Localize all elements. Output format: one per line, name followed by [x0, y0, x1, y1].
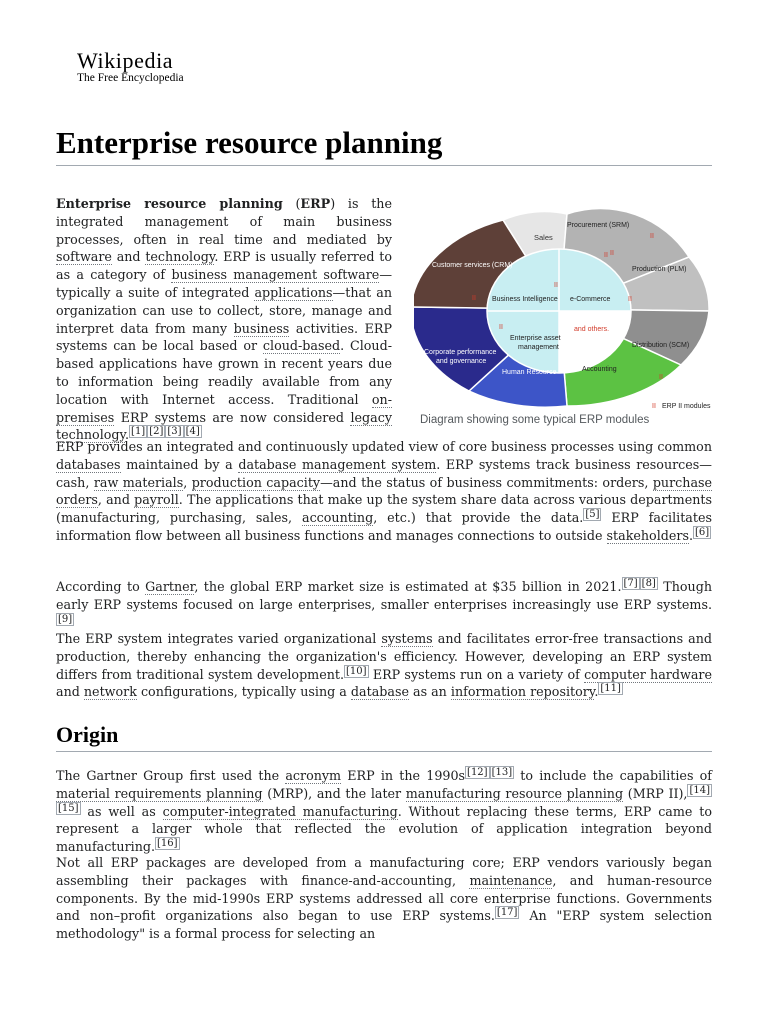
reference-3[interactable]: [3] — [167, 426, 182, 438]
link-acronym[interactable]: acronym — [285, 768, 342, 783]
section-heading-origin: Origin — [56, 721, 712, 752]
text: —and the status of business commitments: orders, — [320, 474, 653, 490]
label-and-others: and others. — [574, 326, 610, 333]
label-business-intelligence: Business Intelligence — [492, 296, 558, 303]
lead-paragraph-2 — [56, 438, 712, 545]
text: and — [56, 684, 84, 700]
erp2-mark: II — [650, 233, 654, 240]
legend-mark: II — [652, 403, 656, 410]
text: According to — [56, 579, 146, 594]
text: . — [688, 527, 694, 543]
text: Though early ERP systems focused on large enterprises, smaller enterprises increasingly use ERP systems. — [56, 579, 712, 612]
reference-12[interactable]: [12] — [467, 767, 488, 778]
text: (MRP), and the later — [262, 785, 406, 801]
reference-6[interactable]: [6] — [695, 526, 710, 538]
reference-15[interactable]: [15] — [58, 802, 79, 814]
label-accounting: Accounting — [582, 366, 617, 373]
link-gartner[interactable]: Gartner — [145, 579, 195, 594]
text: . The applications that make up the system share data across various departments (manufacturing, purchasing, sales, — [56, 492, 712, 526]
text: . — [594, 684, 599, 700]
text: (MRP II), — [623, 785, 688, 801]
label-sales: Sales — [534, 233, 553, 242]
text: . Cloud-based applications have grown in recent years due to information being readily available from any location with Internet access. Traditional — [56, 338, 392, 407]
link-computer-integrated-manufacturing[interactable]: computer-integrated manufacturing — [162, 803, 398, 819]
link-database-management-system[interactable]: database management system — [238, 456, 437, 472]
label-eam-2: management — [518, 344, 559, 351]
erp-diagram-image — [414, 205, 714, 410]
text: and — [111, 249, 146, 265]
link-technology[interactable]: technology — [145, 249, 215, 265]
erp2-mark: II — [472, 295, 476, 302]
label-ecommerce: e-Commerce — [570, 296, 611, 303]
logo-tagline: The Free Encyclopedia — [77, 72, 184, 84]
link-raw-materials[interactable]: raw materials — [93, 474, 184, 490]
text: . ERP systems track business resources—cash, — [56, 456, 712, 490]
link-accounting[interactable]: accounting — [302, 510, 374, 526]
erp2-mark: II — [610, 250, 614, 257]
reference-4[interactable]: [4] — [185, 426, 200, 438]
label-distribution: Distribution (SCM) — [632, 342, 690, 349]
wikipedia-logo[interactable] — [77, 48, 184, 84]
reference-2[interactable]: [2] — [149, 426, 164, 438]
link-business-management-software[interactable]: business management software — [171, 267, 380, 283]
link-production-capacity[interactable]: production capacity — [191, 474, 321, 490]
text: . Without replacing these terms, ERP came to represent a larger whole that reflected the evolution of application integration beyond manufacturing. — [56, 803, 712, 855]
reference-14[interactable]: [14] — [689, 784, 710, 796]
reference-13[interactable]: [13] — [491, 767, 513, 778]
text: ERP systems are now considered — [114, 409, 351, 425]
term-bold: Enterprise resource planning — [56, 196, 283, 211]
link-cloud-based[interactable]: cloud-based — [262, 338, 341, 354]
text: and facilitates error-free transactions and production, thereby enhancing the organization's efficiency. However, developing an ERP system differs from traditional system development. — [56, 631, 712, 682]
text: ( — [282, 196, 301, 211]
text: as well as — [80, 803, 163, 819]
link-legacy-technology[interactable]: legacy technology — [56, 409, 392, 443]
text: to include the capabilities of — [514, 768, 712, 783]
text: The ERP system integrates varied organizational — [56, 631, 382, 646]
origin-paragraph-2 — [56, 854, 712, 943]
label-human-resource: Human Resource — [502, 369, 557, 376]
link-on-premises[interactable]: on-premises — [56, 391, 392, 425]
link-systems[interactable]: systems — [381, 631, 433, 646]
text: . — [125, 427, 130, 443]
link-purchase-orders[interactable]: purchase orders — [56, 474, 713, 508]
text: activities. ERP systems can be local based or — [56, 320, 392, 354]
reference-5[interactable]: [5] — [585, 509, 600, 521]
text: as an — [408, 684, 451, 700]
label-crm: Customer services (CRM) — [432, 262, 513, 269]
text: —that an organization can use to collect, store, manage and interpret data from many — [56, 284, 392, 336]
logo-wordmark: Wikipedia — [77, 48, 174, 73]
link-software[interactable]: software — [56, 249, 112, 265]
link-information-repository[interactable]: information repository — [450, 684, 595, 700]
text: maintained by a — [120, 456, 239, 472]
reference-17[interactable]: [17] — [496, 907, 518, 919]
erp2-mark: II — [554, 282, 558, 289]
label-corporate-2: and governance — [436, 358, 487, 365]
text: , and human-resource components. By the mid-1990s ERP systems addressed all core enterprise functions. Governments and non–profit organizations also began to use ERP systems. — [56, 872, 712, 924]
erp2-mark: II — [499, 324, 503, 331]
link-computer-hardware[interactable]: computer hardware — [584, 666, 712, 682]
text: . ERP is usually referred to as a category of — [56, 249, 392, 283]
text: ERP systems run on a variety of — [368, 666, 585, 682]
link-database[interactable]: database — [350, 684, 409, 700]
text: , — [183, 474, 192, 490]
lead-paragraph-3 — [56, 578, 712, 631]
reference-11[interactable]: [11] — [600, 683, 621, 695]
lead-paragraph-4 — [56, 630, 712, 701]
link-stakeholders[interactable]: stakeholders — [606, 527, 689, 543]
page-title: Enterprise resource planning — [56, 124, 712, 166]
figure-caption: Diagram showing some typical ERP modules — [420, 414, 650, 426]
link-network[interactable]: network — [83, 684, 137, 700]
lead-paragraph-1 — [56, 195, 392, 444]
acronym-bold: ERP — [300, 196, 331, 211]
reference-1[interactable]: [1] — [131, 426, 146, 438]
link-material-requirements-planning[interactable]: material requirements planning — [56, 785, 263, 801]
erp2-mark: II — [659, 374, 663, 381]
reference-16[interactable]: [16] — [157, 838, 178, 850]
link-payroll[interactable]: payroll — [134, 492, 179, 508]
label-procurement: Procurement (SRM) — [567, 222, 630, 229]
erp-modules-diagram[interactable] — [414, 205, 714, 435]
text: configurations, typically using a — [136, 684, 351, 700]
label-production: Production (PLM) — [632, 266, 687, 273]
erp2-mark: II — [604, 252, 608, 259]
origin-paragraph-1 — [56, 767, 712, 856]
link-applications[interactable]: applications — [254, 284, 333, 300]
link-databases[interactable]: databases — [56, 456, 121, 472]
text: Not all ERP packages are developed from a manufacturing core; ERP vendors variously began assembling their packages with finance-and-accounting, — [56, 855, 712, 888]
text: ERP facilitates information flow between all business functions and manages connections to outside — [56, 510, 712, 543]
label-corporate-1: Corporate performance — [424, 349, 497, 356]
reference-7[interactable]: [7] — [623, 578, 638, 589]
link-manufacturing-resource-planning[interactable]: manufacturing resource planning — [405, 785, 624, 801]
text: An "ERP system selection methodology" is a formal process for selecting an — [56, 908, 713, 942]
text: ) is the integrated management of main business processes, often in real time and mediated by — [56, 196, 392, 247]
reference-8[interactable]: [8] — [641, 578, 656, 589]
text: —typically a suite of integrated — [56, 267, 392, 300]
reference-10[interactable]: [10] — [346, 665, 367, 677]
text: ERP in the 1990s — [341, 768, 466, 783]
label-eam-1: Enterprise asset — [510, 335, 561, 342]
text: ERP provides an integrated and continuously updated view of core business processes using common — [56, 439, 712, 454]
link-maintenance[interactable]: maintenance — [469, 872, 553, 888]
text: , etc.) that provide the data. — [373, 510, 584, 526]
text: , the global ERP market size is estimated at $35 billion in 2021. — [194, 579, 622, 594]
text: , and — [97, 492, 135, 508]
link-business[interactable]: business — [233, 320, 290, 336]
legend-erp2-modules: ERP II modules — [662, 403, 711, 410]
reference-9[interactable]: [9] — [58, 613, 73, 625]
text: The Gartner Group first used the — [56, 768, 286, 783]
erp2-mark: II — [628, 296, 632, 303]
